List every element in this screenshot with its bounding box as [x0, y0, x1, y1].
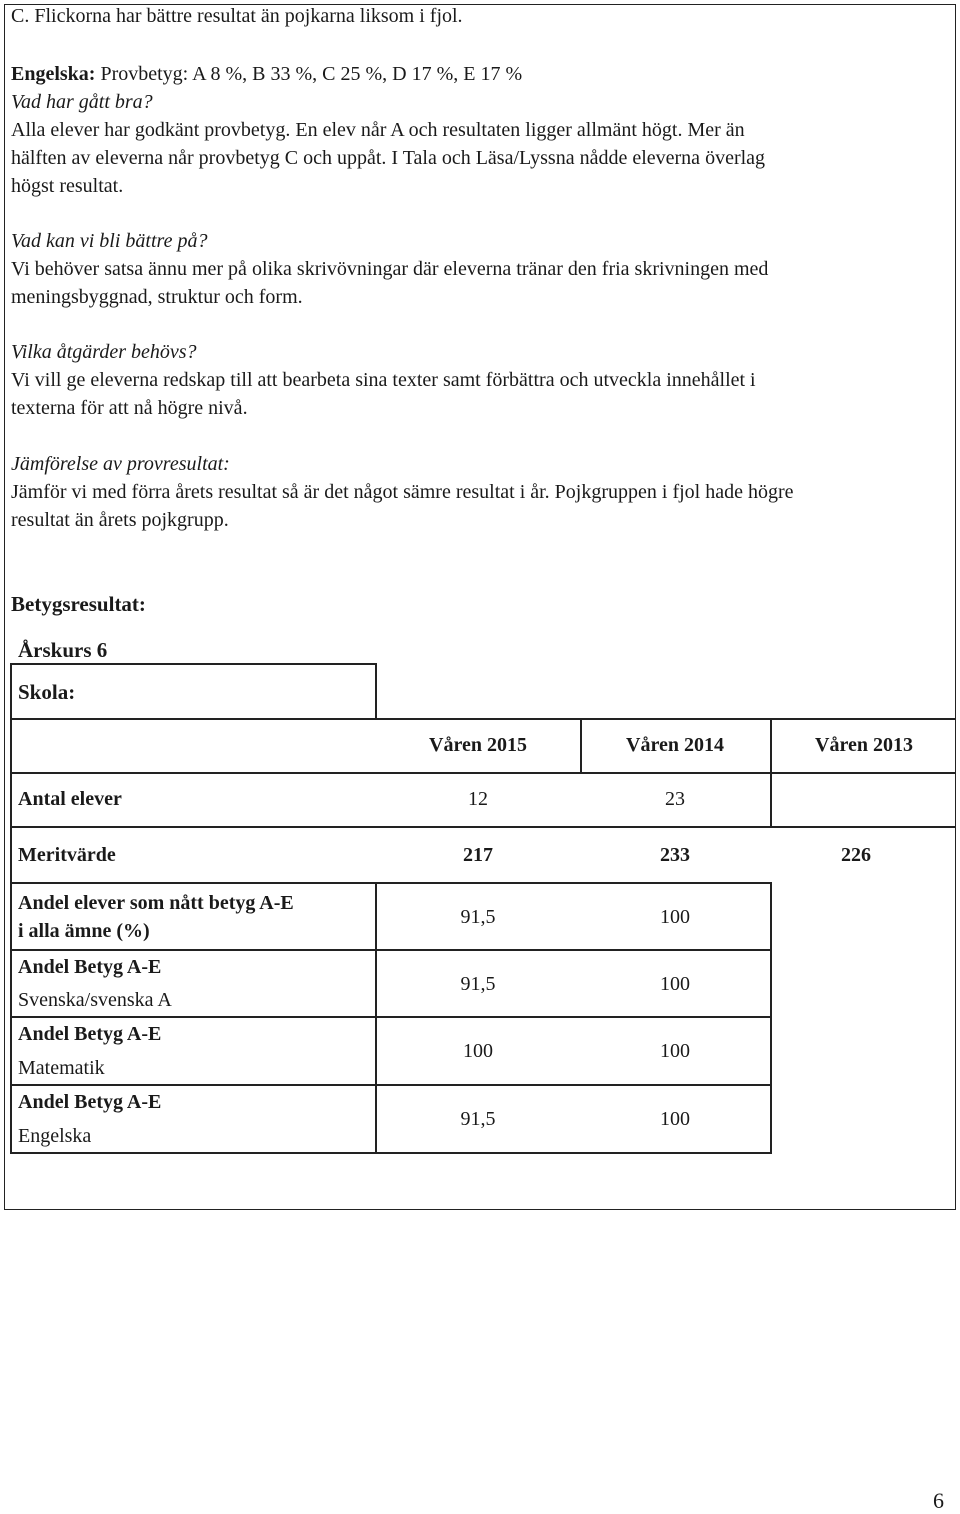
table-rule: [375, 882, 377, 1154]
table-cell: 217: [463, 844, 493, 866]
table-cell: 100: [660, 1040, 690, 1062]
column-header: Våren 2013: [815, 734, 913, 756]
row-label-sub: Svenska/svenska A: [18, 989, 172, 1011]
good-text-line: hälften av eleverna når provbetyg C och uppåt. I Tala och Läsa/Lyssna nådde eleverna överlag: [11, 147, 766, 169]
table-cell: 100: [660, 906, 690, 928]
row-label: Andel Betyg A-E: [18, 956, 162, 978]
better-text-line: meningsbyggnad, struktur och form.: [11, 286, 303, 308]
intro-line-c: C. Flickorna har bättre resultat än pojkarna liksom i fjol.: [11, 5, 463, 27]
column-header: Våren 2014: [626, 734, 724, 756]
table-rule: [375, 663, 377, 720]
table-rule: [10, 826, 956, 828]
row-label: Andel elever som nått betyg A-E: [18, 892, 294, 914]
question-better: Vad kan vi bli bättre på?: [11, 230, 208, 252]
school-label: Skola:: [18, 680, 76, 704]
row-label: Antal elever: [18, 788, 122, 810]
table-cell: 23: [665, 788, 685, 810]
question-good: Vad har gått bra?: [11, 91, 153, 113]
table-rule: [10, 663, 376, 665]
table-cell: 91,5: [460, 1108, 496, 1130]
grades-heading: Betygsresultat:: [11, 592, 146, 616]
table-cell: 100: [463, 1040, 493, 1062]
row-label: Andel Betyg A-E: [18, 1023, 162, 1045]
row-label-sub: i alla ämne (%): [18, 920, 150, 942]
better-text-line: Vi behöver satsa ännu mer på olika skrivövningar där eleverna tränar den fria skrivningen med: [11, 258, 769, 280]
table-cell: 100: [660, 1108, 690, 1130]
table-cell: 91,5: [460, 973, 496, 995]
english-subject-label: Engelska:: [11, 63, 96, 85]
table-rule: [10, 949, 772, 951]
row-label: Meritvärde: [18, 844, 116, 866]
row-label-sub: Engelska: [18, 1125, 92, 1147]
table-rule: [10, 772, 956, 774]
page-number: 6: [933, 1488, 944, 1513]
compare-text-line: resultat än årets pojkgrupp.: [11, 509, 229, 531]
row-label: Andel Betyg A-E: [18, 1091, 162, 1113]
column-header: Våren 2015: [429, 734, 527, 756]
row-label-sub: Matematik: [18, 1057, 105, 1079]
table-cell: 12: [468, 788, 488, 810]
question-compare: Jämförelse av provresultat:: [11, 453, 230, 475]
actions-text-line: texterna för att nå högre nivå.: [11, 397, 248, 419]
table-rule: [10, 718, 956, 720]
good-text-line: högst resultat.: [11, 175, 124, 197]
table-rule: [10, 1084, 772, 1086]
english-grades-line: [11, 60, 522, 88]
question-actions: Vilka åtgärder behövs?: [11, 341, 197, 363]
table-cell: 233: [660, 844, 690, 866]
table-rule: [10, 1152, 772, 1154]
actions-text-line: Vi vill ge eleverna redskap till att bearbeta sina texter samt förbättra och utveckla innehållet i: [11, 369, 756, 391]
table-rule: [10, 663, 12, 1154]
table-cell: 226: [841, 844, 871, 866]
compare-text-line: Jämför vi med förra årets resultat så är det något sämre resultat i år. Pojkgruppen i fjol hade högre: [11, 481, 794, 503]
english-grades: Provbetyg: A 8 %, B 33 %, C 25 %, D 17 %, E 17 %: [95, 63, 523, 85]
table-rule: [10, 882, 772, 884]
table-rule: [10, 1016, 772, 1018]
grade-year: Årskurs 6: [18, 638, 108, 662]
table-cell: 100: [660, 973, 690, 995]
good-text-line: Alla elever har godkänt provbetyg. En elev når A och resultaten ligger allmänt högt. Mer än: [11, 119, 745, 141]
table-cell: 91,5: [460, 906, 496, 928]
